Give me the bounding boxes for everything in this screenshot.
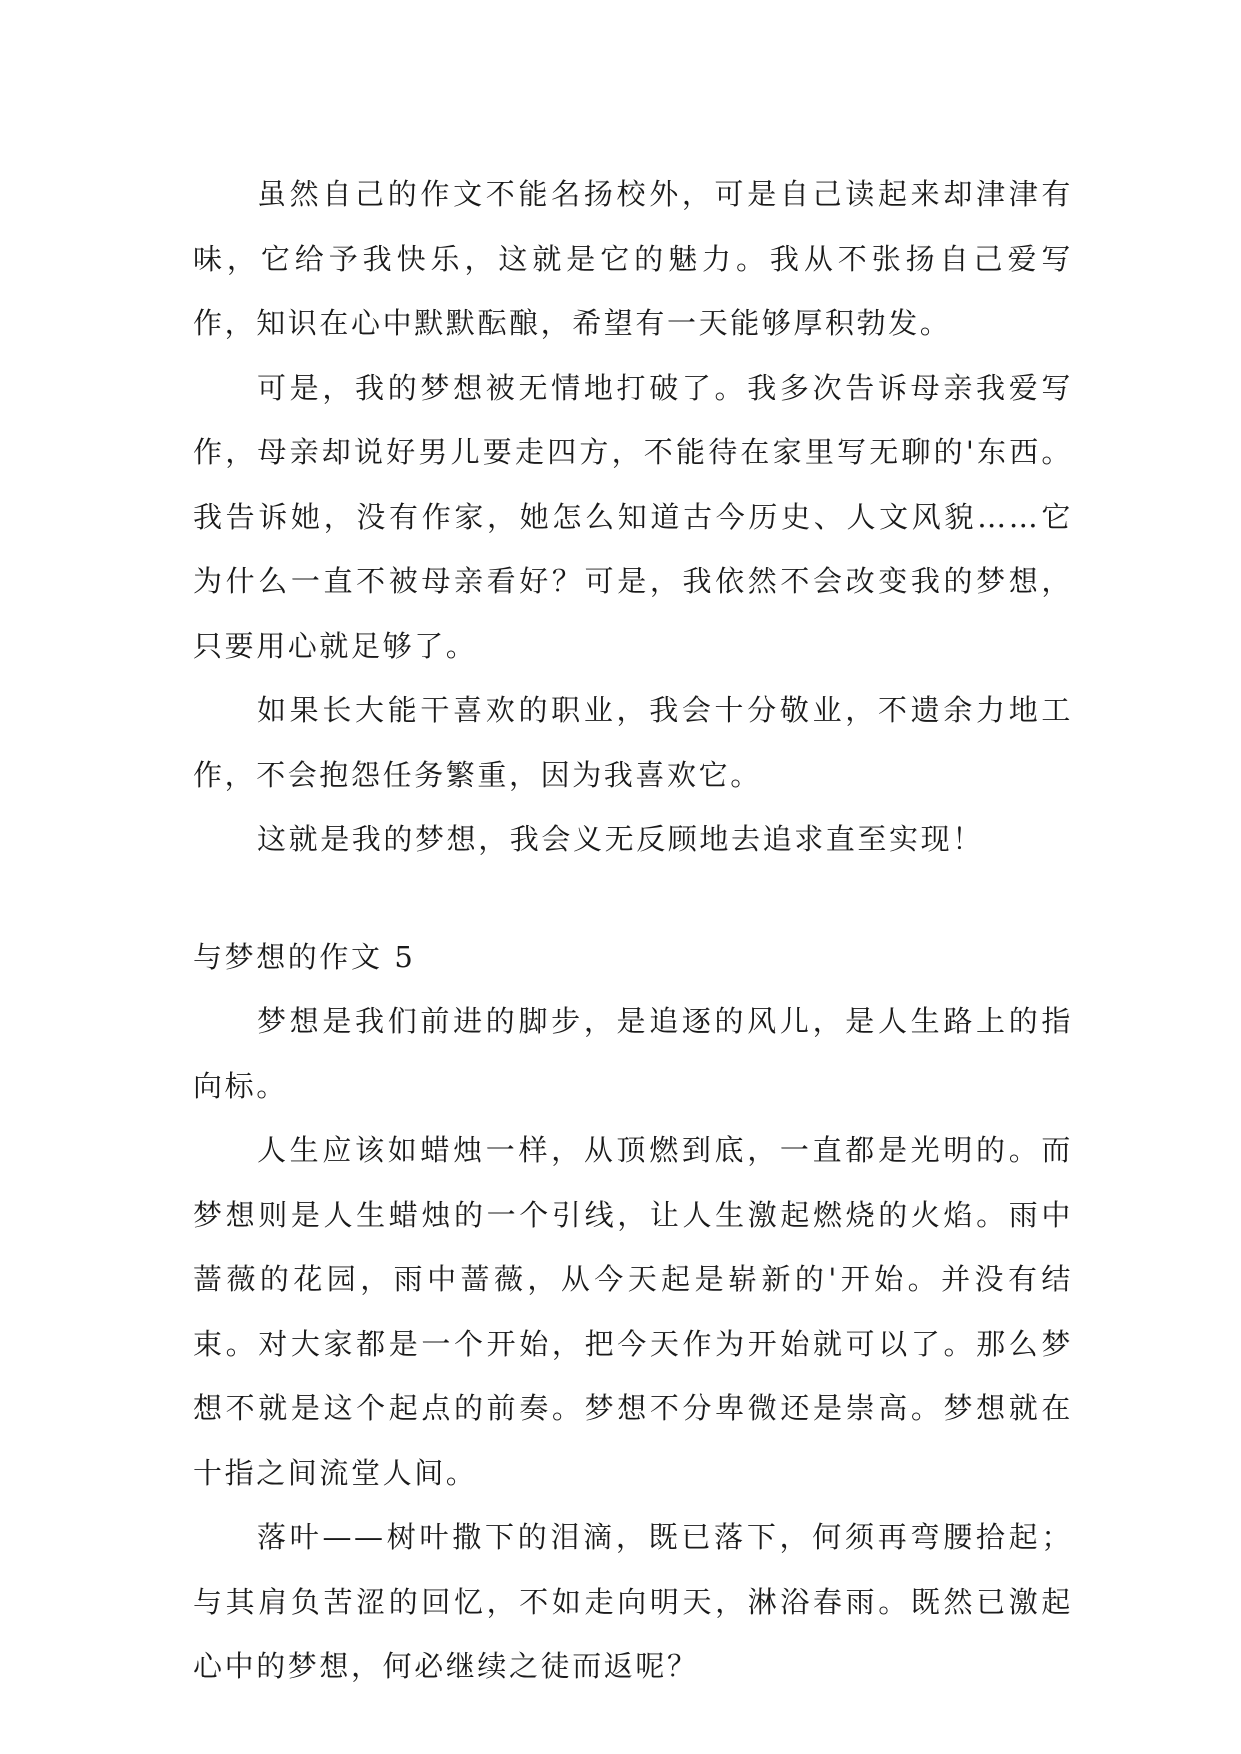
paragraph: 人生应该如蜡烛一样，从顶燃到底，一直都是光明的。而梦想则是人生蜡烛的一个引线，让人生激起燃烧的火焰。雨中蔷薇的花园，雨中蔷薇，从今天起是崭新的'开始。并没有结束。对大家都是一个开始，把今天作为开始就可以了。那么梦想不就是这个起点的前奏。梦想不分卑微还是崇高。梦想就在十指之间流堂人间。 (193, 1133, 1073, 1490)
paragraph: 这就是我的梦想，我会义无反顾地去追求直至实现！ (257, 822, 984, 856)
section-spacer (193, 872, 1073, 925)
paragraph: 如果长大能干喜欢的职业，我会十分敬业，不遗余力地工作，不会抱怨任务繁重，因为我喜欢它。 (193, 693, 1073, 792)
section-title: 与梦想的作文 5 (193, 939, 416, 974)
paragraph: 可是，我的梦想被无情地打破了。我多次告诉母亲我爱写作，母亲却说好男儿要走四方，不能待在家里写无聊的'东西。我告诉她，没有作家，她怎么知道古今历史、人文风貌……它为什么一直不被母亲看好？可是，我依然不会改变我的梦想，只要用心就足够了。 (193, 370, 1073, 663)
paragraph: 落叶——树叶撒下的泪滴，既已落下，何须再弯腰拾起；与其肩负苦涩的回忆，不如走向明天，淋浴春雨。既然已激起心中的梦想，何必继续之徒而返呢？ (193, 1520, 1073, 1683)
paragraph: 虽然自己的作文不能名扬校外，可是自己读起来却津津有味，它给予我快乐，这就是它的魅力。我从不张扬自己爱写作，知识在心中默默酝酿，希望有一天能够厚积勃发。 (193, 177, 1073, 340)
document-body (193, 162, 1073, 1699)
paragraph: 梦想是我们前进的脚步，是追逐的风儿，是人生路上的指向标。 (193, 1004, 1073, 1103)
